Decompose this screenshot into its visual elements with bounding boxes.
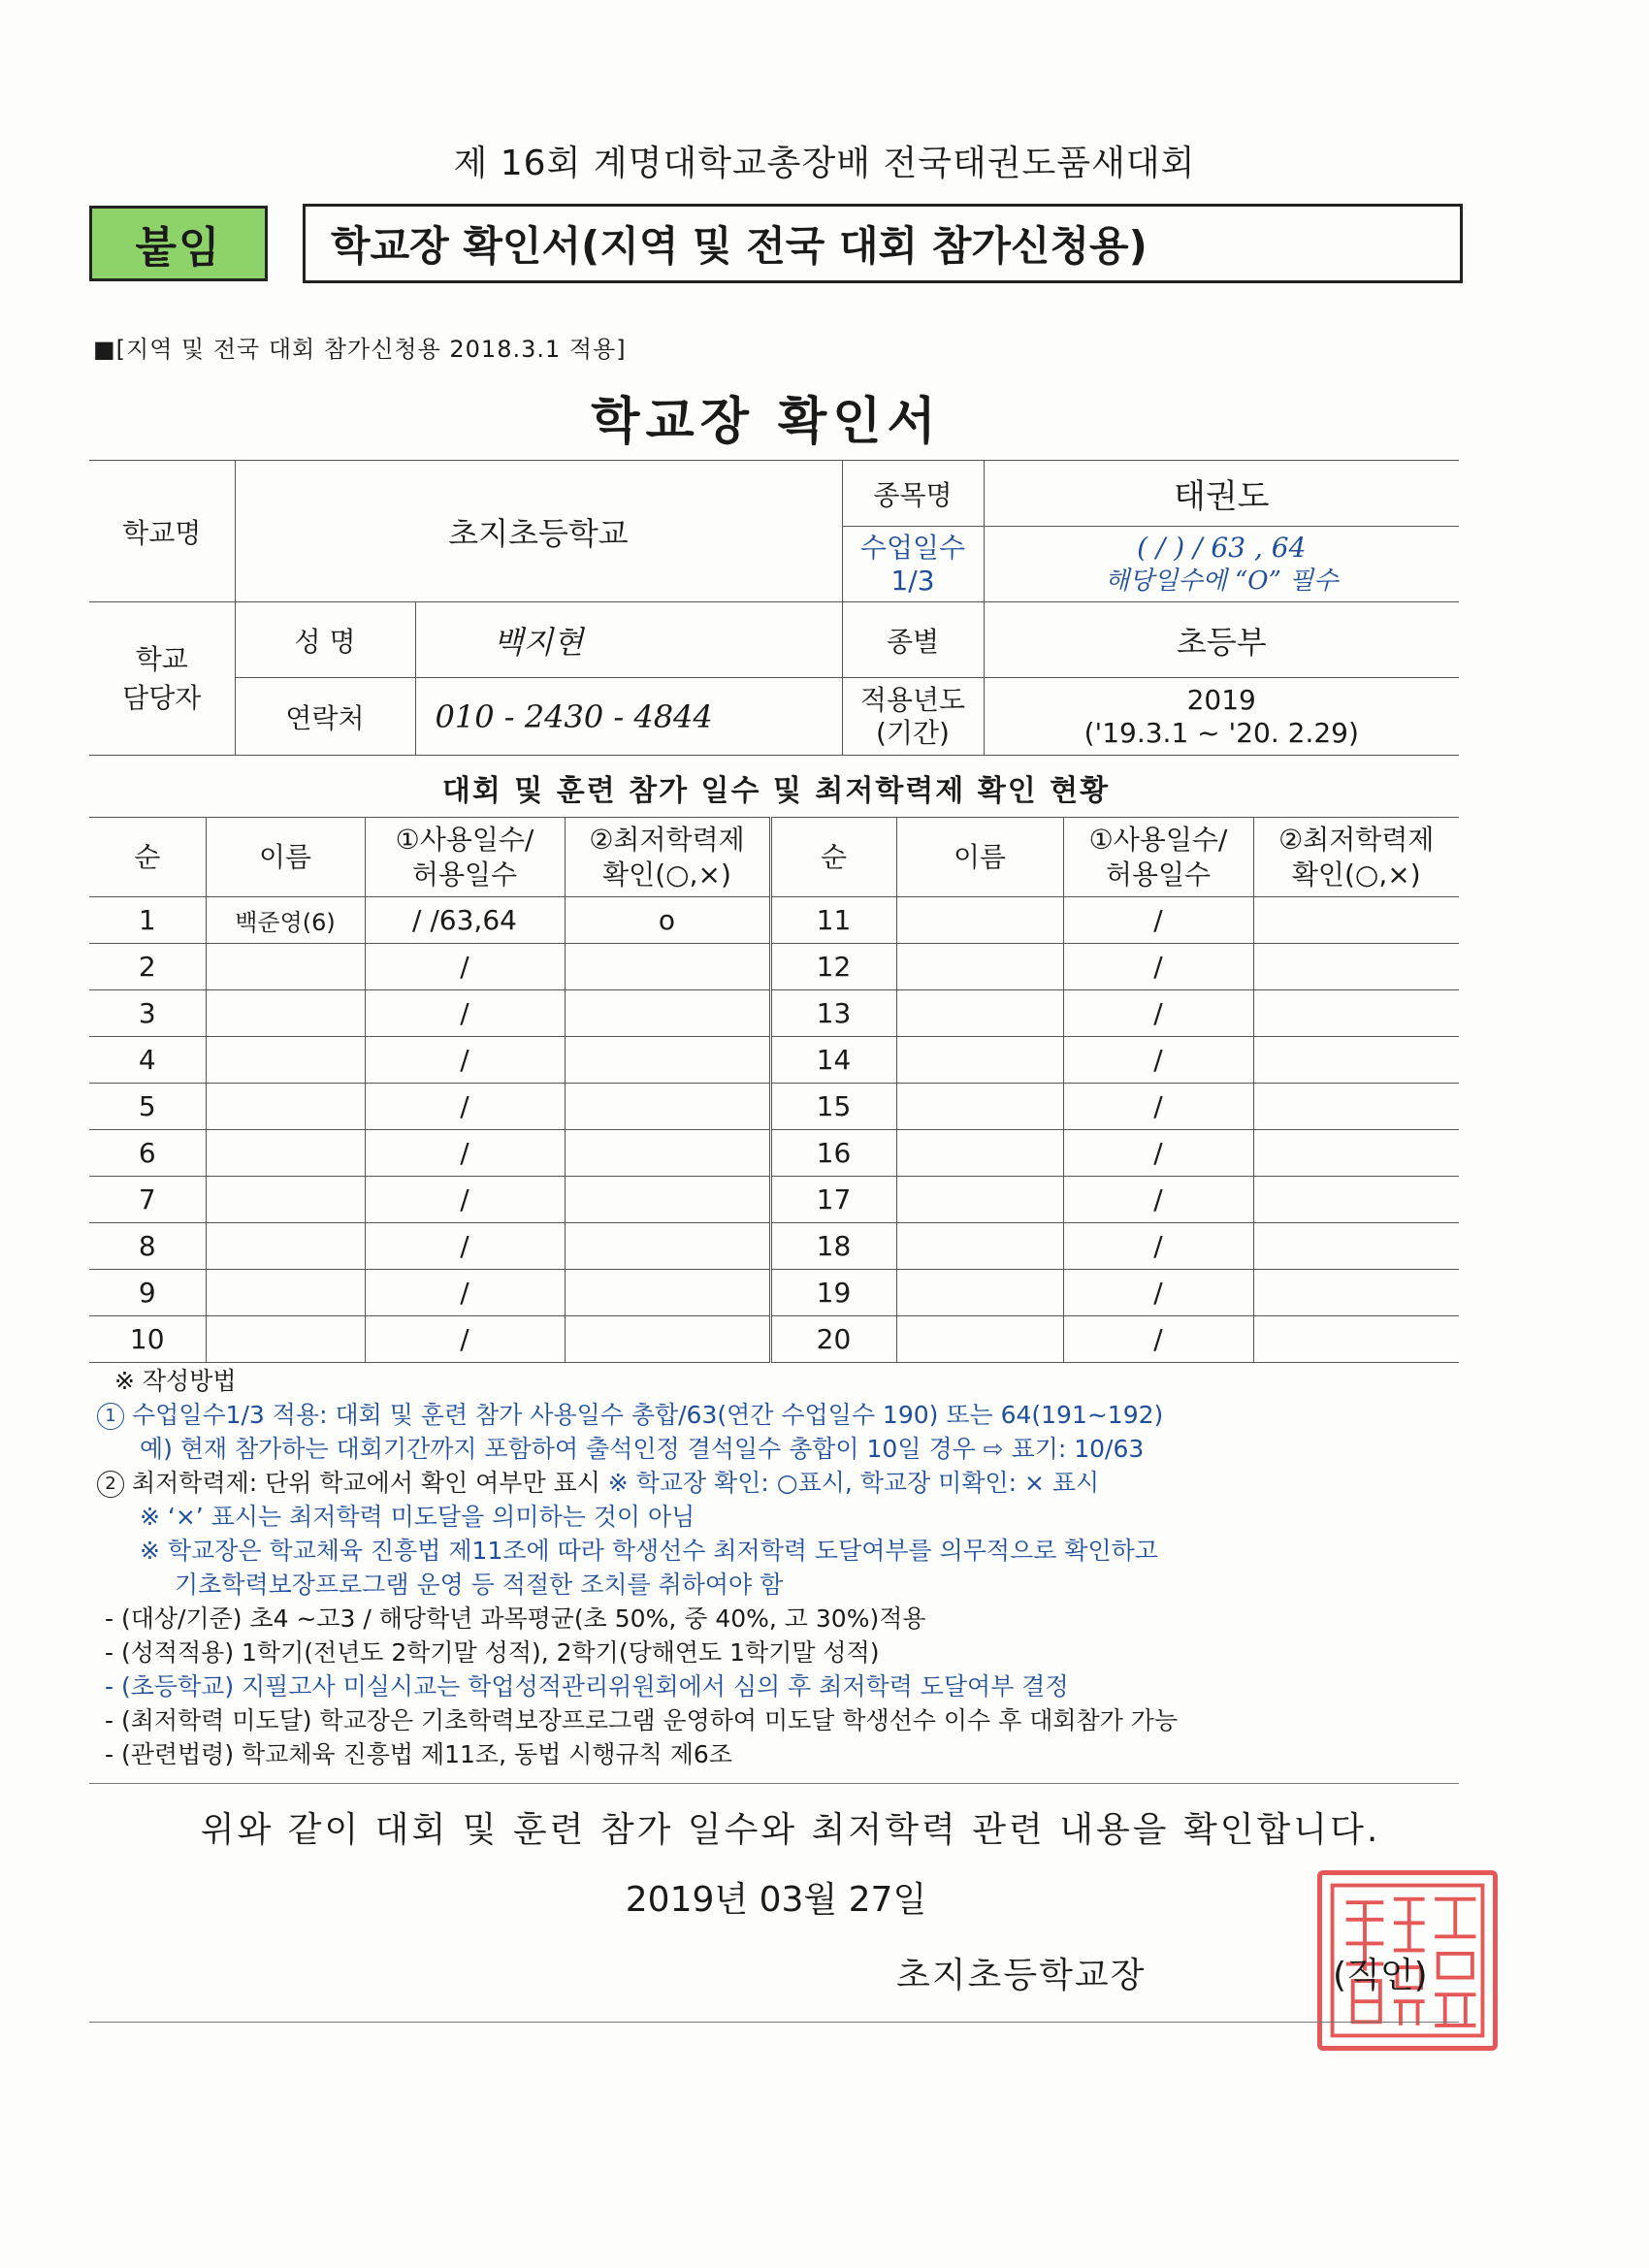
row-days: / xyxy=(1063,1270,1253,1316)
year-value: 2019 ('19.3.1 ~ '20. 2.29) xyxy=(984,678,1459,756)
row-name xyxy=(896,1084,1063,1130)
event-label: 종목명 xyxy=(842,461,984,527)
row-days: / xyxy=(365,1084,565,1130)
row-no: 10 xyxy=(89,1316,206,1363)
note-2-sub-1: ※ ‘×’ 표시는 최저학력 미도달을 의미하는 것이 아님 xyxy=(140,1503,695,1531)
main-title: 학교장 확인서 xyxy=(591,393,942,451)
row-name xyxy=(206,1177,365,1223)
note-1: 1 수업일수1/3 적용: 대회 및 훈련 참가 사용일수 총합/63(연간 수업일수 190) 또는 64(191~192) xyxy=(97,1398,1474,1432)
info-table xyxy=(89,460,1459,756)
row-days: / xyxy=(1063,1130,1253,1177)
seal-label: (직인) xyxy=(1333,1956,1428,1995)
row-name xyxy=(206,990,365,1037)
participation-title: 대회 및 훈련 참가 일수 및 최저학력제 확인 현황 xyxy=(441,774,1111,808)
division-value: 초등부 xyxy=(984,602,1459,678)
row-no: 2 xyxy=(89,944,206,990)
school-days-label: 수업일수 1/3 xyxy=(842,527,984,602)
competition-title: 제 16회 계명대학교총장배 전국태권도품새대회 xyxy=(453,144,1196,183)
row-check xyxy=(565,1084,770,1130)
row-name xyxy=(206,1223,365,1270)
row-no: 6 xyxy=(89,1130,206,1177)
note-2-sub-2: ※ 학교장은 학교체육 진흥법 제11조에 따라 학생선수 최저학력 도달여부를 의무적으로 확인하고 xyxy=(140,1537,1158,1565)
row-no: 1 xyxy=(89,897,206,944)
row-name xyxy=(896,1270,1063,1316)
detail-4: - (최저학력 미도달) 학교장은 기초학력보장프로그램 운영하여 미도달 학생선수 이수 후 대회참가 가능 xyxy=(105,1706,1179,1734)
row-days: / xyxy=(1063,1084,1253,1130)
row-days: / xyxy=(365,944,565,990)
detail-5: - (관련법령) 학교체육 진흥법 제11조, 동법 시행규칙 제6조 xyxy=(105,1740,732,1768)
name-value: 백지현 xyxy=(415,602,842,678)
table-row xyxy=(89,1037,1459,1084)
col-days: ①사용일수/ 허용일수 xyxy=(1063,818,1253,897)
row-days: / xyxy=(1063,1223,1253,1270)
phone-value: 010 - 2430 - 4844 xyxy=(415,678,842,756)
division-label: 종별 xyxy=(842,602,984,678)
row-days: / xyxy=(1063,1177,1253,1223)
row-check xyxy=(1253,1084,1459,1130)
instructions xyxy=(97,1364,1474,1771)
row-days: / xyxy=(365,1037,565,1084)
row-days: / xyxy=(365,1130,565,1177)
row-check xyxy=(1253,944,1459,990)
row-no: 8 xyxy=(89,1223,206,1270)
row-check xyxy=(1253,1177,1459,1223)
row-no: 20 xyxy=(770,1316,896,1363)
col-name: 이름 xyxy=(896,818,1063,897)
table-row xyxy=(89,944,1459,990)
row-check xyxy=(565,1177,770,1223)
table-row xyxy=(89,1270,1459,1316)
row-check xyxy=(565,1223,770,1270)
row-name xyxy=(896,990,1063,1037)
row-check xyxy=(565,1130,770,1177)
col-no: 순 xyxy=(770,818,896,897)
row-name xyxy=(896,1177,1063,1223)
row-no: 11 xyxy=(770,897,896,944)
table-row xyxy=(89,990,1459,1037)
row-check xyxy=(565,1316,770,1363)
row-name: 백준영(6) xyxy=(206,897,365,944)
row-no: 14 xyxy=(770,1037,896,1084)
row-check xyxy=(1253,1316,1459,1363)
row-days: / xyxy=(365,1270,565,1316)
phone-label: 연락처 xyxy=(235,678,415,756)
row-check xyxy=(1253,990,1459,1037)
form-title: 학교장 확인서(지역 및 전국 대회 참가신청용) xyxy=(303,204,1463,283)
instructions-heading: ※ 작성방법 xyxy=(114,1367,237,1395)
row-name xyxy=(896,944,1063,990)
participation-table xyxy=(89,817,1459,1363)
detail-3: - (초등학교) 지필고사 미실시교는 학업성적관리위원회에서 심의 후 최저학력 도달여부 결정 xyxy=(105,1672,1069,1701)
row-no: 5 xyxy=(89,1084,206,1130)
signatory: 초지초등학교장 xyxy=(896,1956,1147,1995)
row-days: / xyxy=(365,990,565,1037)
row-name xyxy=(896,1037,1063,1084)
row-no: 9 xyxy=(89,1270,206,1316)
applicability-note: ■[지역 및 전국 대회 참가신청용 2018.3.1 적용] xyxy=(93,336,627,363)
divider-bottom xyxy=(89,2022,1459,2023)
row-no: 3 xyxy=(89,990,206,1037)
row-check xyxy=(565,944,770,990)
note-1-example: 예) 현재 참가하는 대회기간까지 포함하여 출석인정 결석일수 총합이 10일 경우 ⇨ 표기: 10/63 xyxy=(140,1435,1145,1463)
row-check xyxy=(565,1037,770,1084)
row-days: / xyxy=(1063,944,1253,990)
row-name xyxy=(896,1223,1063,1270)
issue-date: 2019년 03월 27일 xyxy=(625,1880,927,1920)
note-2-sub-3: 기초학력보장프로그램 운영 등 적절한 조치를 취하여야 함 xyxy=(175,1571,784,1599)
row-check xyxy=(565,1270,770,1316)
row-check xyxy=(1253,1270,1459,1316)
year-label: 적용년도 (기간) xyxy=(842,678,984,756)
row-days: / xyxy=(365,1223,565,1270)
detail-1: - (대상/기준) 초4 ~고3 / 해당학년 과목평균(초 50%, 중 40%, 고 30%)적용 xyxy=(105,1604,926,1633)
name-label: 성 명 xyxy=(235,602,415,678)
row-days: / xyxy=(365,1316,565,1363)
row-no: 4 xyxy=(89,1037,206,1084)
row-name xyxy=(206,1130,365,1177)
row-days: / xyxy=(1063,990,1253,1037)
table-header xyxy=(89,818,1459,897)
row-name xyxy=(896,1316,1063,1363)
row-check xyxy=(1253,1037,1459,1084)
row-no: 7 xyxy=(89,1177,206,1223)
col-days: ①사용일수/ 허용일수 xyxy=(365,818,565,897)
row-days: / xyxy=(1063,1037,1253,1084)
school-name: 초지초등학교 xyxy=(235,461,842,602)
row-check xyxy=(1253,897,1459,944)
row-no: 19 xyxy=(770,1270,896,1316)
row-days: / xyxy=(365,1177,565,1223)
row-no: 15 xyxy=(770,1084,896,1130)
row-no: 12 xyxy=(770,944,896,990)
row-check xyxy=(565,990,770,1037)
row-no: 18 xyxy=(770,1223,896,1270)
col-min: ②최저학력제 확인(○,×) xyxy=(1253,818,1459,897)
row-check xyxy=(1253,1223,1459,1270)
row-name xyxy=(206,1037,365,1084)
contact-label: 학교 담당자 xyxy=(89,602,235,756)
school-label: 학교명 xyxy=(89,461,235,602)
row-name xyxy=(896,1130,1063,1177)
detail-2: - (성적적용) 1학기(전년도 2학기말 성적), 2학기(당해연도 1학기말 성적) xyxy=(105,1638,880,1667)
row-days: / xyxy=(1063,897,1253,944)
school-days-value: ( / ) / 63 , 64 해당일수에 “O” 필수 xyxy=(984,527,1459,602)
row-name xyxy=(206,1084,365,1130)
confirmation-statement: 위와 같이 대회 및 훈련 참가 일수와 최저학력 관련 내용을 확인합니다. xyxy=(200,1810,1381,1850)
row-name xyxy=(896,897,1063,944)
col-name: 이름 xyxy=(206,818,365,897)
table-row xyxy=(89,1177,1459,1223)
row-days: / /63,64 xyxy=(365,897,565,944)
row-name xyxy=(206,1316,365,1363)
attachment-tag: 붙임 xyxy=(89,206,268,281)
row-days: / xyxy=(1063,1316,1253,1363)
row-check xyxy=(1253,1130,1459,1177)
row-name xyxy=(206,944,365,990)
row-name xyxy=(206,1270,365,1316)
table-row xyxy=(89,1223,1459,1270)
row-check: o xyxy=(565,897,770,944)
col-min: ②최저학력제 확인(○,×) xyxy=(565,818,770,897)
event-value: 태권도 xyxy=(984,461,1459,527)
table-row xyxy=(89,1130,1459,1177)
col-no: 순 xyxy=(89,818,206,897)
table-row xyxy=(89,897,1459,944)
row-no: 17 xyxy=(770,1177,896,1223)
table-row xyxy=(89,1316,1459,1363)
row-no: 13 xyxy=(770,990,896,1037)
note-2: 2 최저학력제: 단위 학교에서 확인 여부만 표시 ※ 학교장 확인: ○표시, 학교장 미확인: × 표시 xyxy=(97,1466,1474,1500)
row-no: 16 xyxy=(770,1130,896,1177)
table-row xyxy=(89,1084,1459,1130)
divider xyxy=(89,1783,1459,1784)
